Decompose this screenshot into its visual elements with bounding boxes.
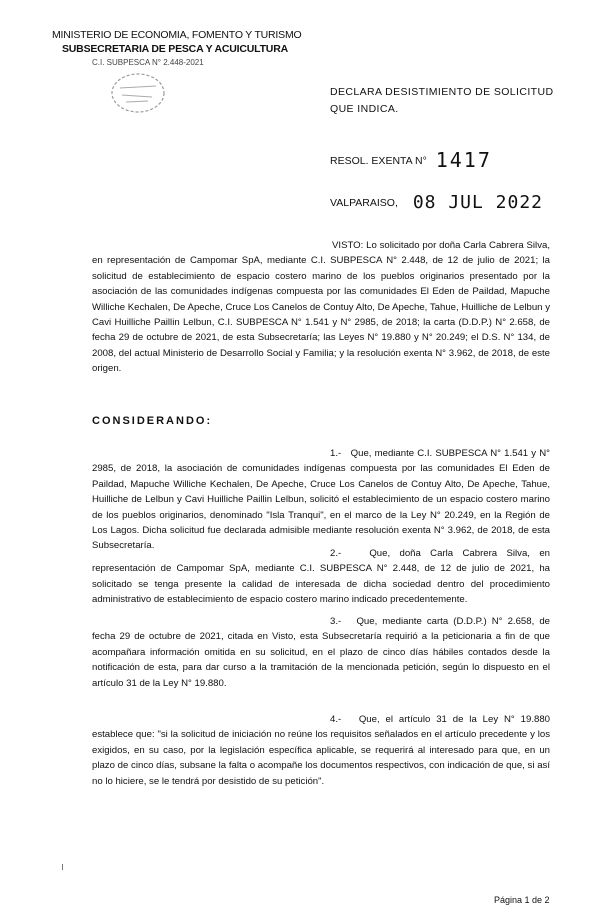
considerando-heading: CONSIDERANDO:: [92, 415, 213, 427]
date-stamp: 08 JUL 2022: [412, 192, 544, 213]
ministry-name: MINISTERIO DE ECONOMIA, FOMENTO Y TURISMO: [52, 29, 302, 41]
visto-paragraph: [92, 238, 550, 377]
resolution-number: [330, 148, 492, 172]
subsecretaria-name: SUBSECRETARIA DE PESCA Y ACUICULTURA: [62, 43, 288, 55]
margin-mark: [62, 864, 63, 870]
place-label: VALPARAISO,: [330, 197, 398, 209]
visto-lead: VISTO:: [332, 240, 364, 251]
considerando-item: 3.- Que, mediante carta (D.D.P.) N° 2.658, de fecha 29 de octubre de 2021, citada en Visto, esta Subsecretaría requirió a la peticionaria a fin de que acompañara información omitida en su solicitud, en el plazo de cinco días hábiles contados desde la notificación de esta, para dar curso a la tramitación de la mencionada petición, según lo dispuesto en el artículo 31 de la Ley N° 19.880.: [92, 616, 550, 689]
document-title: DECLARA DESISTIMIENTO DE SOLICITUD QUE INDICA.: [330, 86, 554, 115]
resolution-value: 1417: [435, 148, 492, 172]
office-stamp-icon: [108, 70, 168, 116]
page-number: Página 1 de 2: [494, 895, 550, 905]
considerando-item: 1.- Que, mediante C.I. SUBPESCA N° 1.541 y N° 2985, de 2018, la asociación de comunidades indígenas compuesta por las comunidades El Eden de Paildad, Mapuche Williche Kechalen, De Apeche, Cruce Los Canelos de Contuy Alto, De Apeche, Tahue, Huilliche de Lelbun y Cavi Huilliche Paillin Lelbun, solicitó el establecimiento de un espacio costero marino de los pueblos originarios, denominado "Isla Tranqui", en el marco de la Ley N° 20.249, en la Región de Los Lagos. Dicha solicitud fue declarada admisible mediante resolución exenta N° 3.962, de 2018, de esta Subsecretaría.: [92, 448, 550, 552]
place-date: [330, 192, 543, 213]
considerando-item: 4.- Que, el artículo 31 de la Ley N° 19.880 establece que: "si la solicitud de iniciación no reúne los requisitos señalados en el artículo precedente y los exigidos, en su caso, por la legislación específica aplicable, se requerirá al interesado para que, en un plazo de cinco días, subsane la falta o acompañe los documentos respectivos, con indicación de que, si así no lo hiciere, se le tendrá por desistido de su petición".: [92, 714, 550, 787]
considerando-item: 2.- Que, doña Carla Cabrera Silva, en representación de Campomar SpA, mediante C.I. SUBPESCA N° 2.448, de 12 de julio de 2021, ha solicitado se tenga presente la calidad de interesada de dicha sociedad dentro del procedimiento administrativo de establecimiento de espacio costero marino indicado precedentemente.: [92, 548, 551, 606]
visto-text: Lo solicitado por doña Carla Cabrera Silva, en representación de Campomar SpA, mediante C.I. SUBPESCA N° 2.448, de 12 de julio de 2021; la solicitud de establecimiento de espacio costero marino de los pueblos originarios presentado por la asociación de las comunidades indígenas compuesta por las comunidades El Eden de Paildad, Mapuche Williche Kechalen, De Apeche, Cruce Los Canelos de Contuy Alto, De Apeche, Tahue, Huilliche de Lelbun y Cavi Huilliche Paillin Lelbun, C.I. SUBPESCA N° 1.541 y N° 2985, de 2018; la carta (D.D.P.) N° 2.658, de fecha 29 de octubre de 2021, de esta Subsecretaría; las Leyes N° 19.880 y N° 20.249; el D.S. N° 134, de 2008, del actual Ministerio de Desarrollo Social y Familia; y la resolución exenta N° 3.962, de 2018, de este origen.: [92, 240, 550, 375]
resolution-label: RESOL. EXENTA N°: [330, 155, 427, 167]
letterhead: [52, 28, 301, 56]
reference-note: C.I. SUBPESCA N° 2.448-2021: [92, 58, 204, 67]
